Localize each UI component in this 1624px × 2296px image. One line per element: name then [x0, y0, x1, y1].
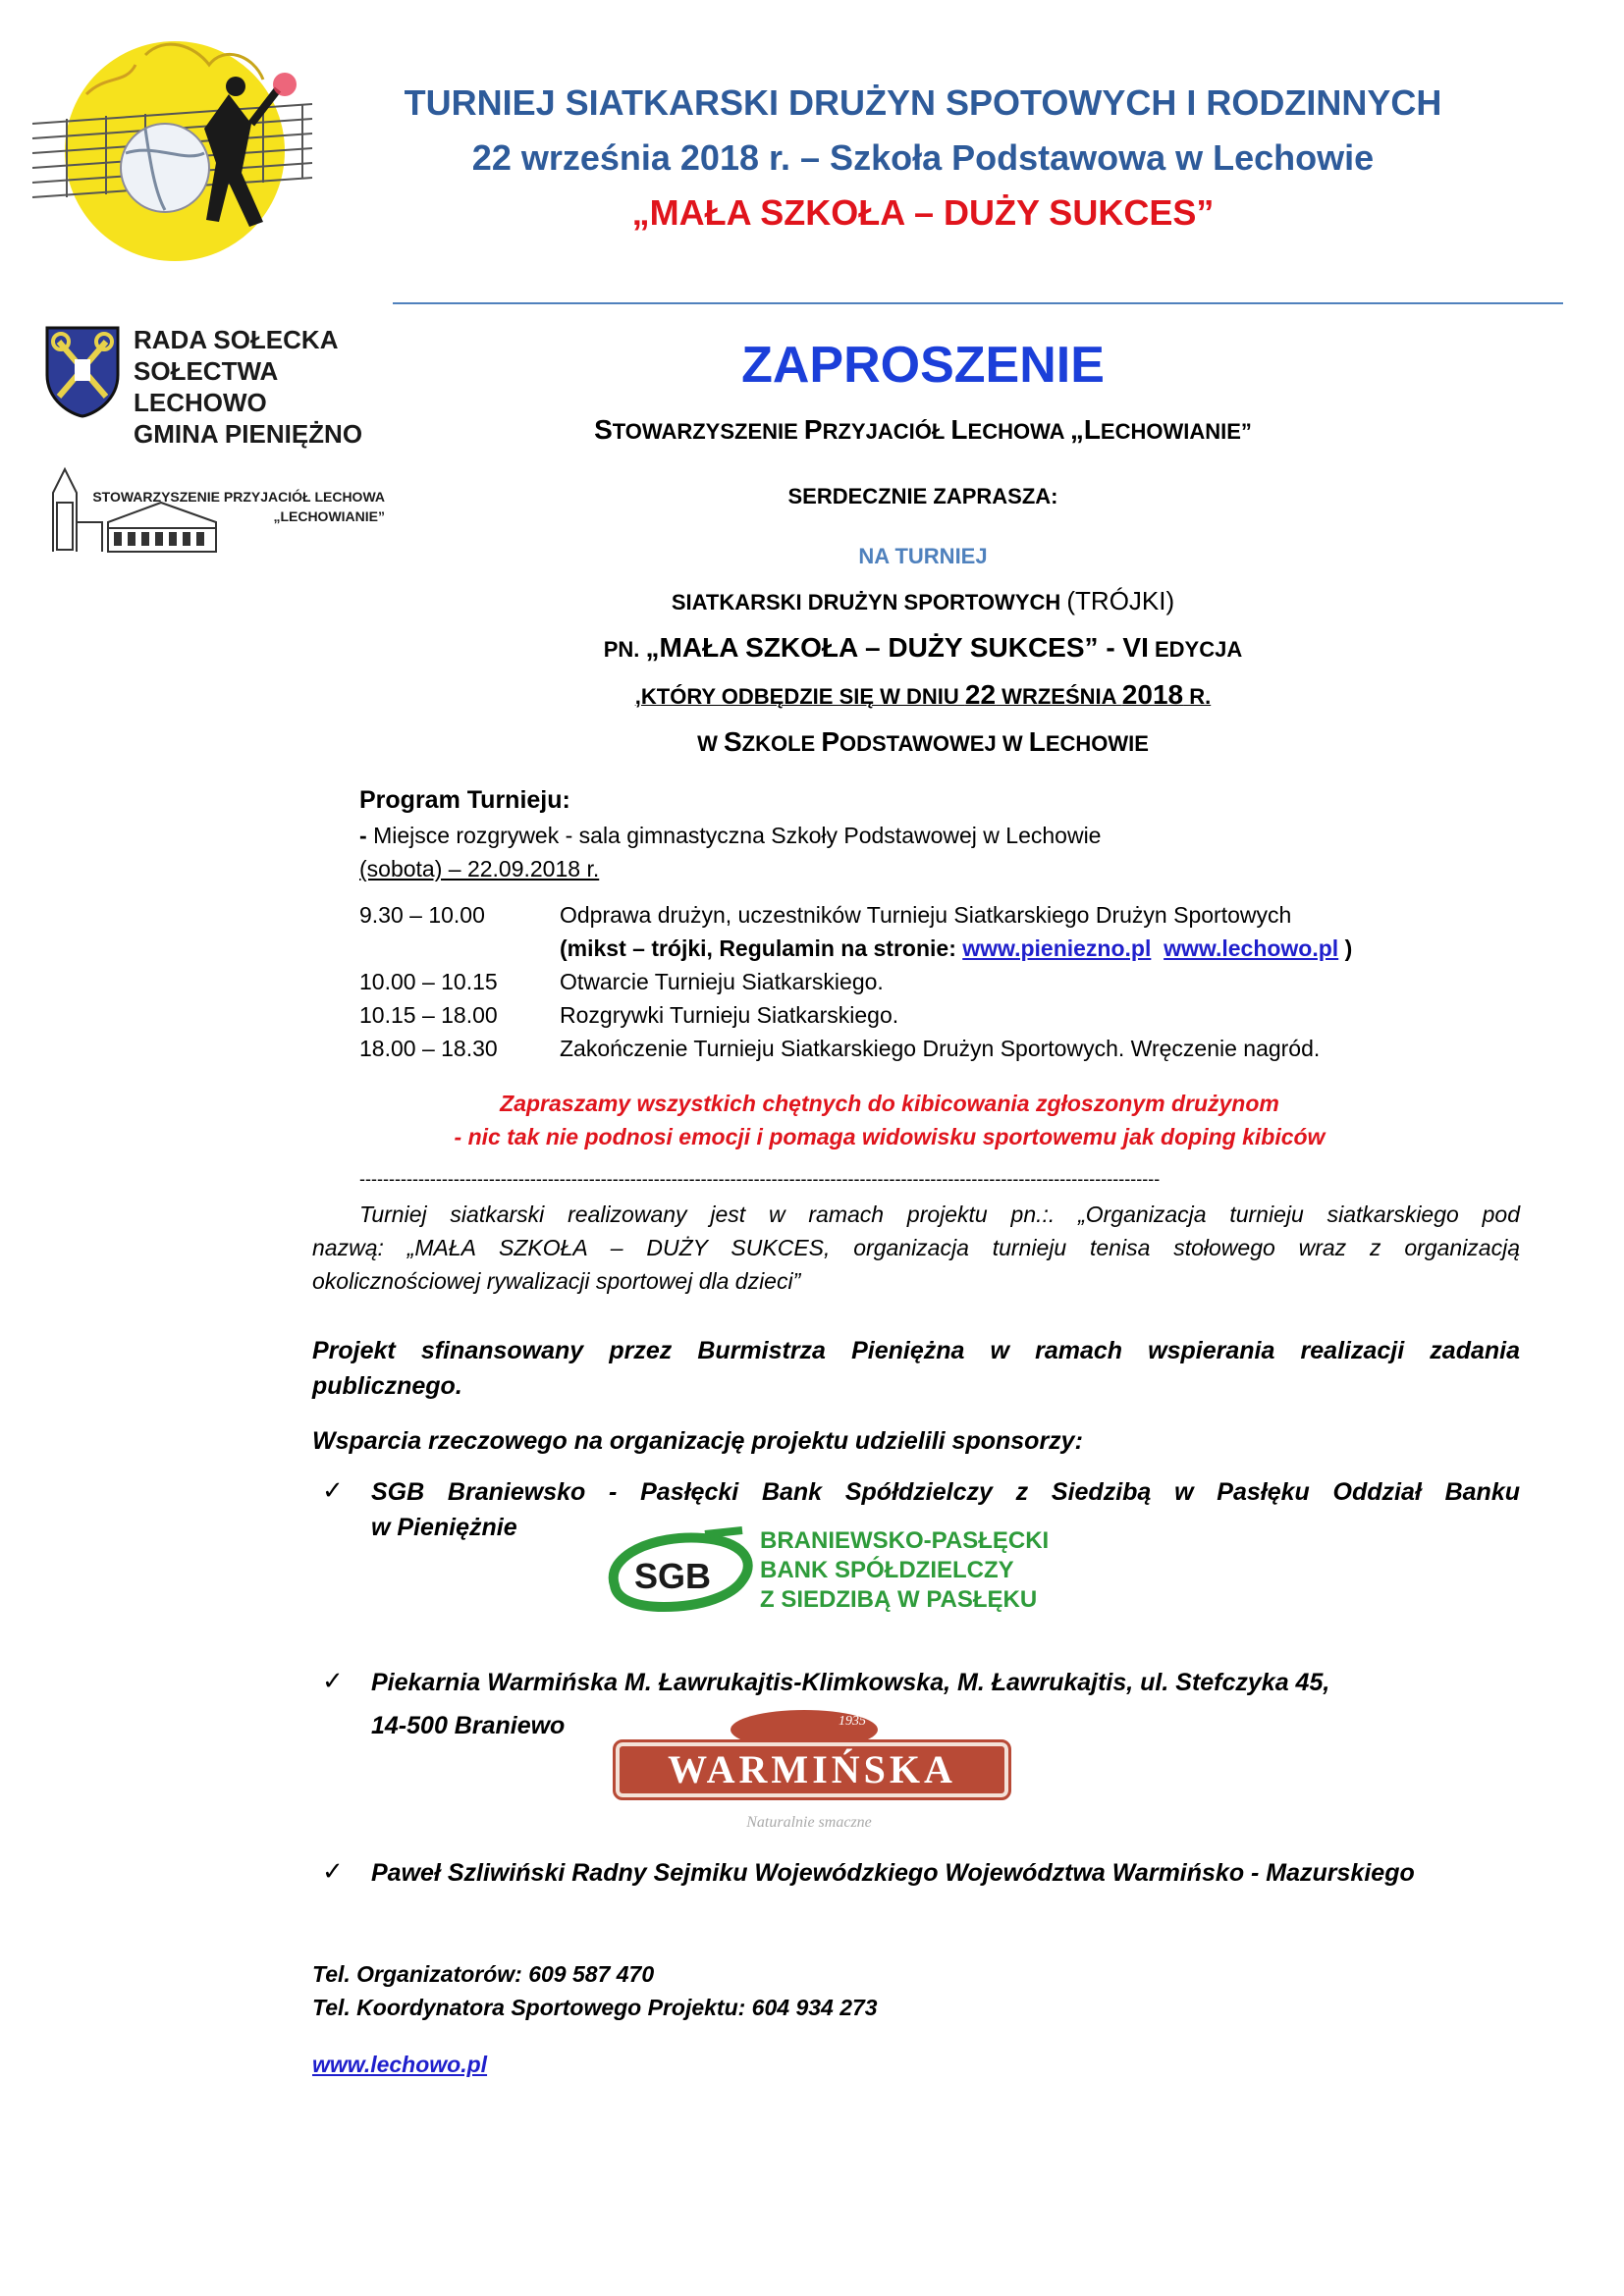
- header-divider: [393, 302, 1563, 304]
- schedule-time-4: 18.00 – 18.30: [359, 1036, 498, 1061]
- header-line-2: 22 września 2018 r. – Szkoła Podstawowa w Lechowie: [471, 137, 1375, 178]
- program-place: - Miejsce rozgrywek - sala gimnastyczna Szkoły Podstawowej w Lechowie: [359, 823, 1102, 848]
- coat-of-arms-icon: [43, 324, 122, 418]
- sgb-line-2: BANK SPÓŁDZIELCZY: [760, 1557, 1014, 1583]
- program-heading: Program Turnieju:: [359, 786, 570, 814]
- funding-line-1: Projekt sfinansowany przez Burmistrza Pieniężna w ramach wspierania realizacji zadania: [312, 1337, 1520, 1364]
- tournament-line-1: SIATKARSKI DRUŻYN SPORTOWYCH (TRÓJKI): [671, 586, 1175, 615]
- project-line-2: nazwą: „MAŁA SZKOŁA – DUŻY SUKCES, organizacja turnieju tenisa stołowego wraz z organizacją: [312, 1235, 1520, 1260]
- warminska-name: WARMIŃSKA: [668, 1747, 956, 1791]
- stowarzyszenie-logo: [43, 463, 397, 561]
- schedule-text-3: Rozgrywki Turnieju Siatkarskiego.: [560, 1002, 899, 1028]
- appeal-line-2: - nic tak nie podnosi emocji i pomaga widowisku sportowemu jak doping kibiców: [454, 1124, 1326, 1149]
- organizer-phone: Tel. Organizatorów: 609 587 470: [312, 1961, 655, 1987]
- sgb-mark: SGB: [634, 1556, 712, 1596]
- schedule-text-1: Odprawa drużyn, uczestników Turnieju Siatkarskiego Drużyn Sportowych: [560, 902, 1292, 928]
- volleyball-logo: [27, 35, 322, 271]
- website-link[interactable]: www.lechowo.pl: [312, 2052, 488, 2077]
- rada-line-3: GMINA PIENIĘŻNO: [134, 419, 363, 449]
- schedule-time-2: 10.00 – 10.15: [359, 969, 498, 994]
- invitation-title: ZAPROSZENIE: [741, 337, 1105, 394]
- funding-line-2: publicznego.: [312, 1372, 462, 1400]
- schedule-time-1: 9.30 – 10.00: [359, 902, 485, 928]
- sponsors-intro: Wsparcia rzeczowego na organizację projektu udzielili sponsorzy:: [312, 1427, 1083, 1455]
- coordinator-phone: Tel. Koordynatora Sportowego Projektu: 604 934 273: [312, 1995, 878, 2020]
- sponsor-1-line-2: w Pieniężnie: [371, 1514, 517, 1541]
- warminska-tagline: Naturalnie smaczne: [746, 1814, 872, 1831]
- rada-solecka-logo: [43, 324, 397, 449]
- tournament-line-3: ,KTÓRY ODBĘDZIE SIĘ W DNIU 22 WRZEŚNIA 2018 R.: [634, 679, 1212, 710]
- tournament-line-4: W SZKOLE PODSTAWOWEJ W LECHOWIE: [697, 726, 1149, 757]
- project-line-1: Turniej siatkarski realizowany jest w ramach projektu pn.:. „Organizacja turnieju siatkarskiego pod: [359, 1201, 1520, 1227]
- schedule-time-3: 10.15 – 18.00: [359, 1002, 498, 1028]
- sponsor-3-line: Paweł Szliwiński Radny Sejmiku Wojewódzkiego Województwa Warmińsko - Mazurskiego: [371, 1859, 1415, 1887]
- na-turniej-text: NA TURNIEJ: [858, 544, 988, 568]
- program-date: (sobota) – 22.09.2018 r.: [359, 856, 600, 881]
- warminska-bakery-logo: [613, 1710, 1015, 1847]
- sponsor-1-line-1: SGB Braniewsko - Pasłęcki Bank Spółdzielczy z Siedzibą w Pasłęku Oddział Banku: [371, 1478, 1520, 1506]
- schedule-text-4: Zakończenie Turnieju Siatkarskiego Drużyn Sportowych. Wręczenie nagród.: [560, 1036, 1321, 1061]
- sgb-bank-logo: [595, 1526, 1056, 1625]
- stow-line-1: STOWARZYSZENIE PRZYJACIÓŁ LECHOWA: [92, 489, 385, 505]
- rada-line-2: SOŁECTWA LECHOWO: [134, 356, 278, 417]
- check-icon: ✓: [322, 1856, 344, 1886]
- header-line-1: TURNIEJ SIATKARSKI DRUŻYN SPOTOWYCH I RODZINNYCH: [404, 82, 1442, 123]
- schedule-text-2: Otwarcie Turnieju Siatkarskiego.: [560, 969, 884, 994]
- sponsor-2-line-2: 14-500 Braniewo: [371, 1712, 566, 1739]
- schedule-subnote: (mikst – trójki, Regulamin na stronie: www.pieniezno.pl www.lechowo.pl ): [560, 935, 1353, 961]
- rada-line-1: RADA SOŁECKA: [134, 325, 339, 354]
- sponsor-2-line-1: Piekarnia Warmińska M. Ławrukajtis-Klimkowska, M. Ławrukajtis, ul. Stefczyka 45,: [371, 1669, 1330, 1696]
- tournament-line-2: PN. „MAŁA SZKOŁA – DUŻY SUKCES” - VI EDYCJA: [603, 632, 1243, 663]
- project-line-3: okolicznościowej rywalizacji sportowej dla dzieci”: [312, 1268, 801, 1294]
- stow-line-2: „LECHOWIANIE”: [273, 508, 385, 524]
- lechowo-link[interactable]: www.lechowo.pl: [1164, 935, 1339, 961]
- appeal-line-1: Zapraszamy wszystkich chętnych do kibicowania zgłoszonym drużynom: [500, 1091, 1279, 1116]
- check-icon: ✓: [322, 1666, 344, 1695]
- organizer-name: STOWARZYSZENIE PRZYJACIÓŁ LECHOWA „LECHOWIANIE”: [594, 414, 1252, 445]
- warminska-year: 1935: [839, 1714, 866, 1729]
- invites-text: SERDECZNIE ZAPRASZA:: [787, 484, 1058, 508]
- header-line-3: „MAŁA SZKOŁA – DUŻY SUKCES”: [631, 192, 1215, 233]
- pieniezno-link[interactable]: www.pieniezno.pl: [962, 935, 1152, 961]
- check-icon: ✓: [322, 1475, 344, 1505]
- dashed-separator: ----------------------------------------------------------------------------------------------------------------------------------------: [359, 1169, 1161, 1189]
- sgb-line-1: BRANIEWSKO-PASŁĘCKI: [760, 1527, 1050, 1554]
- sgb-line-3: Z SIEDZIBĄ W PASŁĘKU: [760, 1586, 1038, 1613]
